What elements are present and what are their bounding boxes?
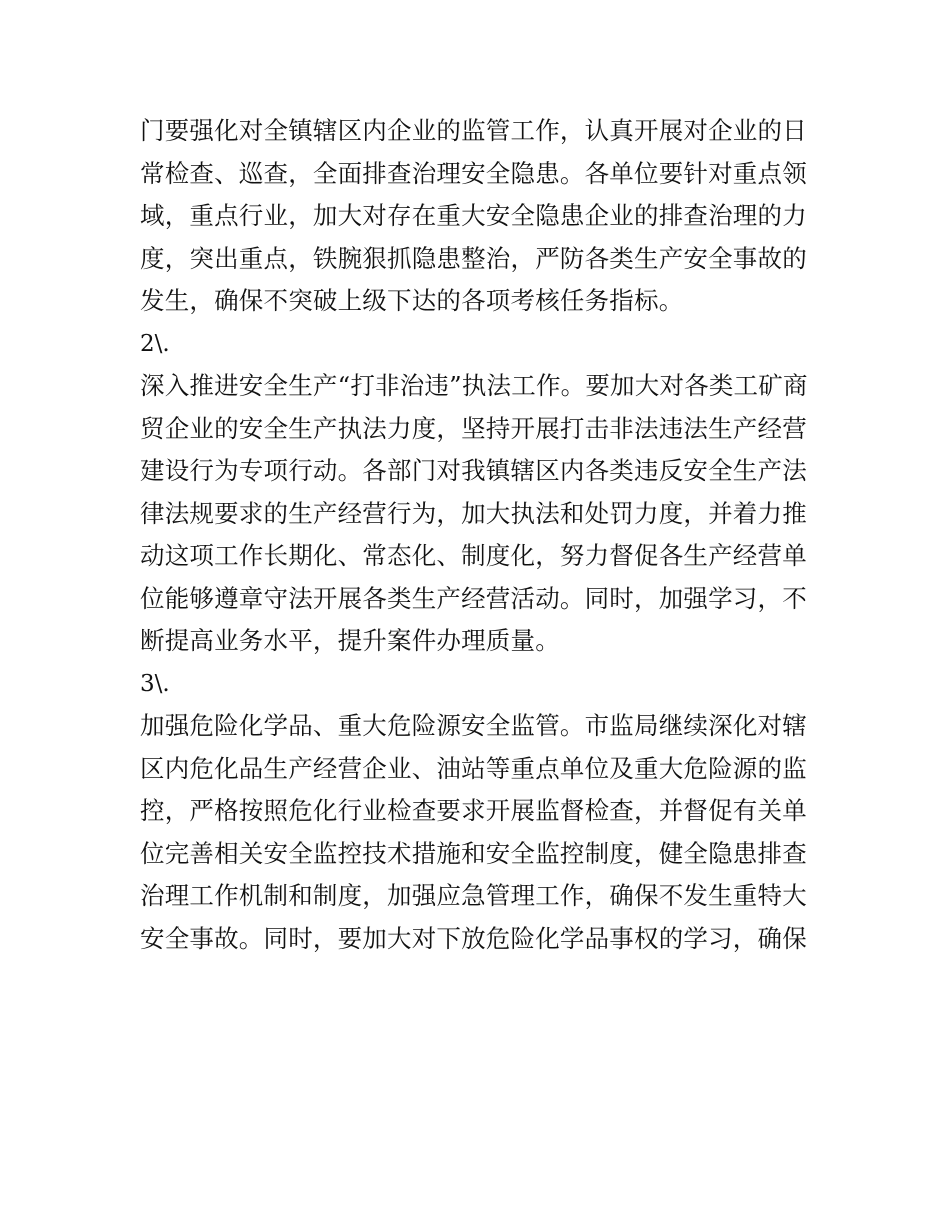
text-line: 贸企业的安全生产执法力度，坚持开展打击非法违法生产经营: [140, 413, 807, 443]
text-line: 控，严格按照危化行业检查要求开展监督检查，并督促有关单: [140, 796, 807, 825]
text-line: 动这项工作长期化、常态化、制度化，努力督促各生产经营单: [140, 541, 807, 570]
text-line: 位完善相关安全监控技术措施和安全监控制度，健全隐患排查: [140, 838, 807, 868]
text-line: 区内危化品生产经营企业、油站等重点单位及重大危险源的监: [140, 753, 807, 783]
text-line: 律法规要求的生产经营行为，加大执法和处罚力度，并着力推: [140, 498, 807, 528]
section-number: 3\.: [140, 670, 170, 697]
text-line: 治理工作机制和制度，加强应急管理工作，确保不发生重特大: [140, 881, 807, 910]
text-line: 深入推进安全生产“打非治违”执法工作。要加大对各类工矿商: [140, 371, 808, 400]
text-line: 门要强化对全镇辖区内企业的监管工作，认真开展对企业的日: [140, 116, 807, 145]
text-line: 域，重点行业，加大对存在重大安全隐患企业的排查治理的力: [140, 201, 807, 230]
text-line: 发生，确保不突破上级下达的各项考核任务指标。: [140, 286, 684, 315]
section-number: 2\.: [140, 330, 170, 357]
text-line: 断提高业务水平，提升案件办理质量。: [140, 626, 560, 655]
text-line: 安全事故。同时，要加大对下放危险化学品事权的学习，确保: [140, 923, 807, 953]
text-line: 常检查、巡查，全面排查治理安全隐患。各单位要针对重点领: [140, 158, 807, 188]
text-line: 加强危险化学品、重大危险源安全监管。市监局继续深化对辖: [140, 711, 807, 740]
document-body: [140, 110, 816, 960]
text-line: 建设行为专项行动。各部门对我镇辖区内各类违反安全生产法: [140, 456, 807, 485]
text-line: 度，突出重点，铁腕狠抓隐患整治，严防各类生产安全事故的: [140, 243, 807, 273]
text-line: 位能够遵章守法开展各类生产经营活动。同时，加强学习，不: [140, 583, 807, 613]
